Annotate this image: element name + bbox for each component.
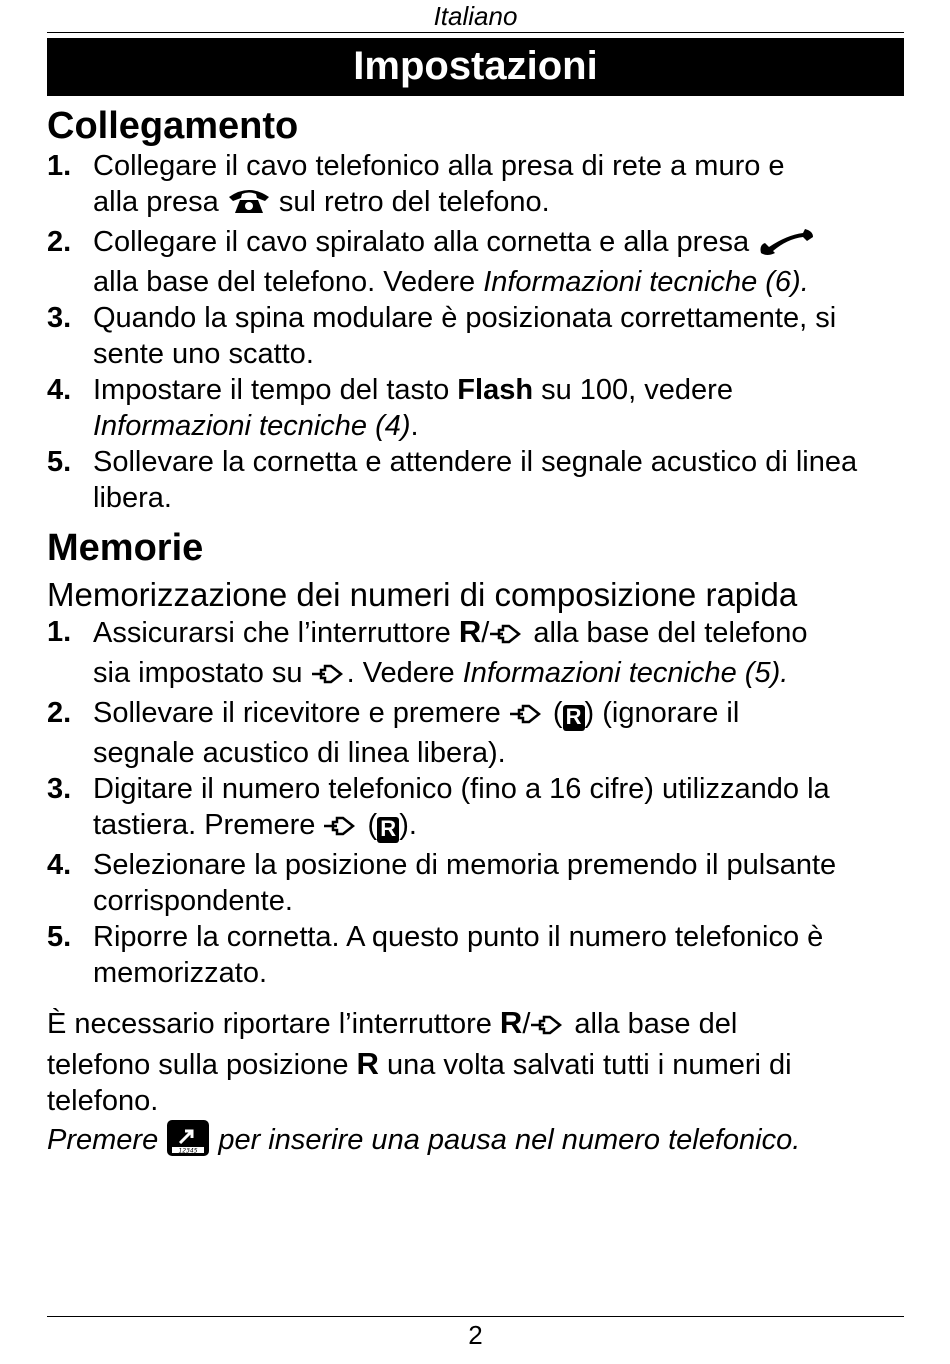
handset-icon [757, 228, 815, 264]
step-number: 1. [47, 150, 72, 182]
slash-separator: / [522, 1008, 531, 1040]
step-number: 3. [47, 773, 72, 805]
step-text: ). [399, 809, 417, 841]
step-text: sul retro del telefono. [270, 186, 550, 218]
list-item [47, 444, 904, 516]
r-switch-symbol: R [499, 1005, 523, 1040]
step-text: ( [544, 697, 563, 729]
step-number: 5. [47, 921, 72, 953]
flash-key-label: Flash [457, 374, 534, 406]
memorie-steps [47, 614, 904, 991]
step-number: 1. [47, 616, 72, 648]
step-text: Collegare il cavo spiralato alla cornetta e alla presa [93, 226, 758, 258]
list-item [47, 919, 904, 991]
header-rule [47, 32, 904, 33]
note-text: Premere [47, 1124, 167, 1156]
note-text: alla base del [566, 1008, 738, 1040]
store-arrow-icon [509, 699, 545, 735]
step-text: (ignorare il [594, 697, 740, 729]
section-title-collegamento: Collegamento [47, 105, 299, 147]
note-pause [47, 1119, 904, 1163]
footer-rule [47, 1316, 904, 1317]
subsection-title: Memorizzazione dei numeri di composizione rapida [47, 576, 798, 613]
slash-separator: / [481, 617, 490, 649]
step-text: Selezionare la posizione di memoria premendo il pulsante corrispondente. [93, 849, 837, 917]
step-text: alla presa [93, 186, 227, 218]
store-arrow-icon [323, 811, 359, 847]
list-item [47, 148, 904, 224]
step-text: Collegare il cavo telefonico alla presa di rete a muro e [93, 150, 785, 182]
reference-text: Informazioni tecniche (4) [93, 410, 411, 442]
list-item [47, 300, 904, 372]
step-text: sia impostato su [93, 657, 311, 689]
language-label: Italiano [433, 1, 518, 31]
step-text: . Vedere [346, 657, 463, 689]
step-text: segnale acustico di linea libera). [93, 737, 506, 769]
note-text: per inserire una pausa nel numero telefonico. [210, 1124, 801, 1156]
list-item [47, 224, 904, 300]
list-item [47, 372, 904, 444]
step-text: tastiera. Premere [93, 809, 324, 841]
step-number: 4. [47, 849, 72, 881]
list-item [47, 614, 904, 695]
store-arrow-icon [489, 619, 525, 655]
page [47, 0, 904, 1163]
step-text: Digitare il numero telefonico (fino a 16 cifre) utilizzando la [93, 773, 830, 805]
step-text: alla base del telefono [525, 617, 808, 649]
note-text: una volta salvati tutti i numeri di telefono. [47, 1049, 792, 1117]
reference-text: Informazioni tecniche (6). [483, 266, 809, 298]
r-switch-symbol: R [458, 614, 482, 649]
collegamento-steps [47, 148, 904, 516]
note-text: telefono sulla posizione [47, 1049, 357, 1081]
section-title-memorie: Memorie [47, 527, 204, 569]
store-arrow-icon [311, 659, 347, 695]
step-text: ) [584, 697, 595, 729]
step-text: Impostare il tempo del tasto [93, 374, 458, 406]
step-text: su 100, vedere [533, 374, 733, 406]
step-text: alla base del telefono. Vedere [93, 266, 484, 298]
step-number: 5. [47, 446, 72, 478]
step-text: Sollevare il ricevitore e premere [93, 697, 509, 729]
step-text: . [410, 410, 419, 442]
list-item [47, 771, 904, 847]
step-text: ( [359, 809, 378, 841]
list-item [47, 695, 904, 771]
note-text: È necessario riportare l’interruttore [47, 1008, 500, 1040]
phone-socket-icon [227, 187, 271, 224]
r-key-icon: R [377, 817, 399, 843]
step-text: Quando la spina modulare è posizionata correttamente, si sente uno scatto. [93, 302, 837, 370]
list-item [47, 847, 904, 919]
step-number: 3. [47, 302, 72, 334]
pause-key-icon [166, 1119, 210, 1163]
pause-key-digits: 12345 [178, 1147, 198, 1155]
r-switch-symbol: R [356, 1046, 379, 1081]
step-text: Riporre la cornetta. A questo punto il numero telefonico è memorizzato. [93, 921, 824, 989]
store-arrow-icon [530, 1010, 566, 1046]
step-text: Sollevare la cornetta e attendere il segnale acustico di linea libera. [93, 446, 858, 514]
note-switch [47, 1005, 904, 1119]
r-key-icon: R [563, 705, 585, 731]
step-number: 4. [47, 374, 72, 406]
step-text: Assicurarsi che l’interruttore [93, 617, 459, 649]
step-number: 2. [47, 226, 72, 258]
reference-text: Informazioni tecniche (5). [462, 657, 789, 689]
page-number: 2 [468, 1320, 483, 1350]
step-number: 2. [47, 697, 72, 729]
banner-title: Impostazioni [47, 38, 904, 96]
